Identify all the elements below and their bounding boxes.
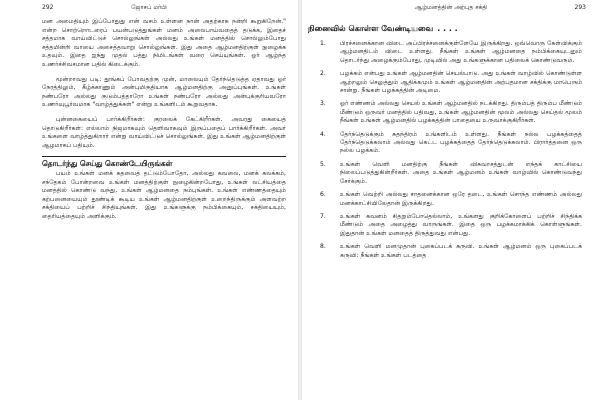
item-text: உங்கள் வெளி மனதிற்கு நீங்கள் விசுவாசத்துடன் எந்தக் காட்சியை நிலைப்படுத்துகின்றீர்கள். அதை உங்கள் ஆழ்மனம் உங்கள் வாழ்வில் கொண்டுவந்து சேர்க்கும். <box>340 160 582 185</box>
item-text: உங்கள் வெளி மனமுதான் புகைப்படக் கருவி. உங்கள் ஆழ்மனம் ஒரு புகைப்படக் கருவி: நீங்கள் உங்கள் படத்தை <box>340 243 582 259</box>
item-number: 3. <box>320 100 326 108</box>
left-page <box>0 0 298 400</box>
heading-text: நினைவில் கொள்ள வேண்டியவை <box>308 24 434 33</box>
item-number: 6. <box>320 191 326 199</box>
heading-ellipsis: . . . . <box>437 24 458 33</box>
list-item <box>306 131 582 156</box>
item-number: 1. <box>320 40 326 47</box>
section-divider <box>42 156 286 157</box>
right-page-number: 293 <box>574 4 586 11</box>
item-number: 2. <box>320 70 326 78</box>
paragraph: பயம் உங்கள் மனக் கதவைத் தட்டும்போதோ, அல்லது கவலை, மனக் கலக்கம், சந்தேகம் போன்றவை உங்கள் மனத்திற்குள் நுழைகின்றபோது, உங்கள் லட்சியத்தை மனத்தில் கொண்டு வந்து, உங்கள் ஆழ்மனதை நம்புங்கள். உங்கள் எண்ணத்தையும் கற்பனையையும் தூண்டிக் கூடிய உங்கள் ஆழ்மனதிற்குள் உறைந்திருக்கும் அளவற்ற சக்தியைப் பற்றிச் சிந்தியுங்கள். இது உங்களுக்கு நம்பிக்கையும், சக்தியையும், தைரியத்தையும் அளிக்கும். <box>42 169 286 220</box>
paragraph: மன அமைதியும் இப்போதுது என் வசம் உள்ளன நான் அதற்காக நன்றி கூறுகிறேன்." என்ற சொற்றொடரைப் பயன்படுத்துங்கள் மனம் அலைபாய்வதைத் தடுக்க, இதைச் சத்தமாக வாய்விட்டுச் சொல்லுங்கள் அல்லது உங்கள் மனத்தில் சொல்லும்போது சத்தமின்றி வாயை அசைத்தவாறு சொல்லுங்கள். இது அதை ஆழ்மனதிற்குள் நுழைக்க உதவும். இதை ஐந்து முதல் பத்து நிமிடங்கள் வரை செய்யுங்கள். ஓர் ஆழ்ந்த உணர்ச்சிவசமான பதில் கிடைக்கும். <box>42 18 286 68</box>
paragraph: மூன்றாவது படி: தூங்கப் போவதற்கு முன், மாலையும் தேர்ந்தெடுத்த ஏதாவது ஓர் நேரத்திலும், கீழ்க்காணும் அன்புமிகுதியாக ஆழ்மனதிற்கு அனுப்புங்கள். உங்கள் நண்பரோ அல்லது குடும்பத்தாரோ உங்கள் நண்பரோ அல்லது அன்புக்குரியவரோ உணர்வுபூர்வமாக "வாழ்த்துக்கள்" என்று உங்களிடம் கூறுவதாக. <box>42 75 286 109</box>
item-number: 5. <box>320 160 326 168</box>
list-item <box>306 100 582 125</box>
item-text: தேர்ந்தெடுக்கும் சுதந்திரம் உங்களிடம் உள்ளது. நீங்கள் நல்ல பழக்கத்தைத் தேர்ந்தெடுக்கலாம் அல்லது கெட்ட பழக்கத்தைத் தேர்ந்தெடுக்கலாம். பிரார்த்தனை ஒரு நல்ல பழக்கம். <box>340 130 582 155</box>
item-text: உங்கள் கவனம் சிதறும்போதெல்லாம், உங்களது குறிக்கோளைப் பற்றிச் சிந்திக்க மீண்டும் அதை அழைத்து வாருங்கள். இதை ஒரு பழக்கமாக்கிக் கொள்ளுங்கள். இதுதான் உங்கள் மனதைத் திருத்துவது என்பது. <box>340 212 582 237</box>
item-number: 7. <box>320 212 326 220</box>
item-text: உங்கள் வெற்றி அல்லது சாதனைக்கான ஒரே தடை, உங்கள் சொந்த எண்ணம் அல்லது மனக்காட்சியிலேதான் இருக்கிறது. <box>340 191 582 207</box>
list-item <box>306 161 582 186</box>
list-item <box>306 70 582 95</box>
left-running-title: ஜோசப் மர்பி <box>131 4 167 11</box>
left-body <box>42 18 286 227</box>
right-page <box>302 0 600 400</box>
list-item <box>306 243 582 260</box>
item-text: பழக்கம் என்பது உங்கள் ஆழ்மனதின் செயல்பாடு. அது உங்கள் வாழ்வில் கொண்டுள்ள ஆற்றலும் செலுத்தும் ஆதிக்கமும் உங்கள் ஆழ்மனதின் அற்புதமான சக்திக்கு மாபெரும் சான்று. நீங்கள் பழக்கத்தின் அடிமை. <box>340 70 582 95</box>
list-item <box>306 40 582 65</box>
paragraph: புன்னகையைப் பார்க்கிறீர்கள்: குரலைக் கேட்கிறீர்கள். அவரது கையைத் தொடுகிறீர்கள்: எல்லாம் நிஜமாகவும் தெளிவாகவும் இருப்பதைப் பார்க்கிறீர்கள். அவர் உங்களை வாழ்த்துகிறார் என்று வாய்விட்டுச் சொல்லுங்கள். இது உங்கள் ஆழ்மனதிற்குள் ஆழமாகப் பதியும். <box>42 115 286 149</box>
item-number: 8. <box>320 243 326 251</box>
list-item <box>306 213 582 238</box>
section-heading <box>308 24 458 34</box>
list-item <box>306 191 582 208</box>
section-heading: தொடர்ந்து செய்து கொண்டேயிருங்கள் <box>42 159 173 169</box>
item-text: பிரச்சனைக்கான விடை அப்பிரச்சனைக்குள்ளேயே இருக்கிறது. ஒவ்வொரு கேள்விக்கும் ஆழ்மனதிடம் விடை உள்ளது. நீங்கள் உங்கள் ஆழ்மனதை நம்பிக்கையுடனும் தொடர்ந்து அழைக்கும்போது, முடிவில் அது உங்களுக்கான பதிலைக் கொண்டுவரும். <box>340 40 582 64</box>
item-text: ஓர் எண்ணம் அல்லது செயல் உங்கள் ஆழ்மனதில் நடக்கிறது. திரும்பத் திரும்ப மீண்டும் மீண்டும் ஒருவர் மனத்தில் பதிவது, உங்கள் ஆழ்மனதின் மூலம் அல்லது செய்தல் மூலம் நீங்கள் உங்கள் ஆழ்மனதில் பழக்கத்தின் பாதையை உருவாக்குகிறீர்கள். <box>340 100 582 125</box>
item-number: 4. <box>320 130 326 138</box>
left-page-number: 292 <box>42 4 54 11</box>
summary-list <box>306 40 582 265</box>
right-running-title: ஆழ்மனத்தின் அற்புத சக்தி <box>414 4 488 11</box>
